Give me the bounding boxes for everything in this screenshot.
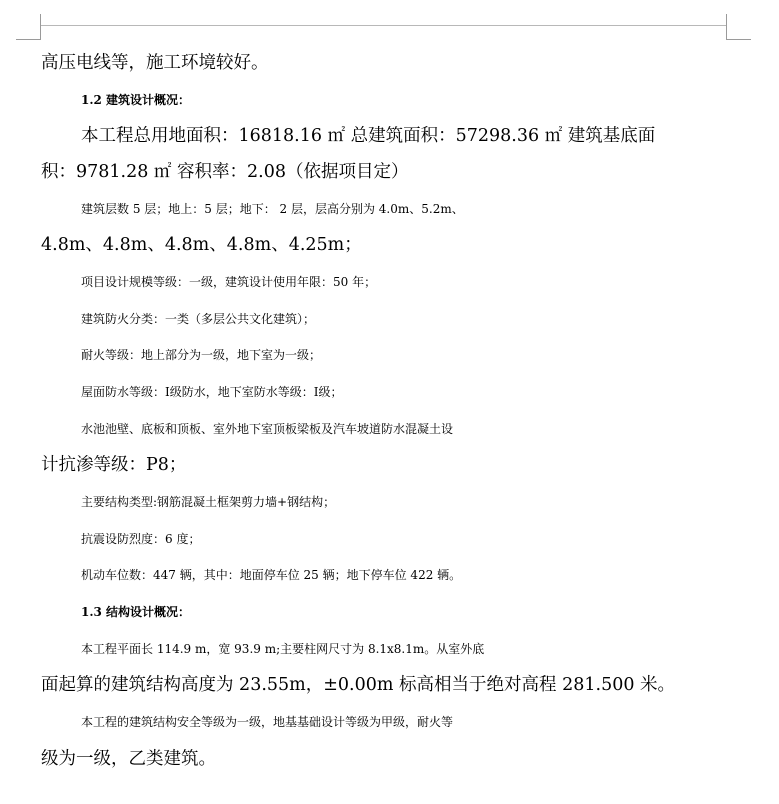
crop-mark-top-right-vertical (726, 14, 727, 40)
text-line: 计抗渗等级：P8； (41, 455, 187, 475)
section-heading: 1.3 结构设计概况： (81, 605, 191, 619)
text-line: 积：9781.28 ㎡ 容积率：2.08（依据项目定） (41, 162, 409, 182)
text-line: 建筑层数 5 层；地上：5 层；地下： 2 层，层高分别为 4.0m、5.2m、 (81, 202, 464, 216)
text-line: 4.8m、4.8m、4.8m、4.8m、4.25m； (41, 235, 362, 255)
text-line: 本工程的建筑结构安全等级为一级，地基基础设计等级为甲级，耐火等 (81, 715, 454, 729)
text-line: 水池池壁、底板和顶板、室外地下室顶板梁板及汽车坡道防水混凝土设 (81, 422, 454, 436)
section-heading: 1.2 建筑设计概况： (81, 93, 191, 107)
text-line: 面起算的建筑结构高度为 23.55m，±0.00m 标高相当于绝对高程 281.500 米。 (41, 675, 676, 695)
crop-mark-top-left-vertical (40, 14, 41, 40)
text-line: 屋面防水等级：Ⅰ级防水，地下室防水等级：Ⅰ级； (81, 385, 343, 399)
crop-mark-top-right-horizontal (726, 39, 751, 40)
text-line: 建筑防火分类：一类（多层公共文化建筑）； (81, 312, 316, 326)
page-top-border (41, 25, 726, 26)
text-line: 级为一级，乙类建筑。 (41, 749, 216, 769)
text-line: 高压电线等，施工环境较好。 (41, 53, 269, 73)
text-line: 耐火等级：地上部分为一级，地下室为一级； (81, 348, 322, 362)
text-line: 抗震设防烈度：6 度； (81, 532, 201, 546)
text-line: 项目设计规模等级：一级，建筑设计使用年限：50 年； (81, 275, 377, 289)
text-line: 本工程总用地面积：16818.16 ㎡ 总建筑面积：57298.36 ㎡ 建筑基底面 (81, 126, 656, 146)
text-line: 本工程平面长 114.9 m，宽 93.9 m;主要柱网尺寸为 8.1x8.1m。从室外底 (81, 642, 485, 656)
crop-mark-top-left-horizontal (16, 39, 41, 40)
text-line: 机动车位数：447 辆，其中：地面停车位 25 辆；地下停车位 422 辆。 (81, 568, 462, 582)
text-line: 主要结构类型:钢筋混凝土框架剪力墙+钢结构； (81, 495, 336, 509)
